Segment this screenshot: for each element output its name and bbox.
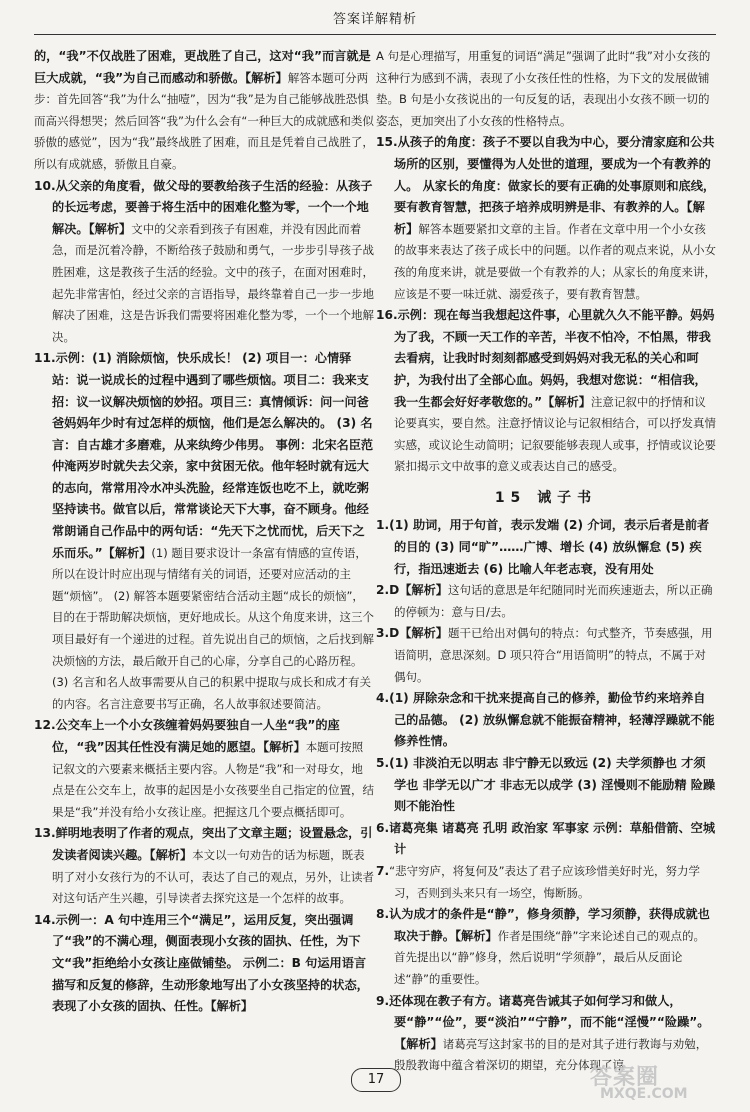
analysis-label: 【解析】 (399, 626, 448, 641)
question-number: 8. (376, 907, 390, 922)
analysis-text: “悲守穷庐，将复何及”表达了君子应该珍惜美好时光，努力学习，否则到头来只有一场空，悔断肠。 (389, 863, 701, 900)
analysis-text: 诸葛亮写这封家书的目的是对其子进行教诲与劝勉，殷殷教诲中蕴含着深切的期望，充分体现了谆 (394, 1036, 708, 1073)
answer-text: 还体现在教子有方。诸葛亮告诫其子如何学习和做人，要“静”“俭”，要“淡泊”“宁静”，而不能“淫慢”“险躁”。 (389, 993, 710, 1030)
answer-item (376, 688, 716, 753)
analysis-label: 【解析】 (149, 847, 193, 862)
analysis-text: 题干已给出对偶句的特点：句式整齐，节奏感强，用语简明，意思深刻。D 项只符合“用语简明”的特点，不属于对偶句。 (394, 626, 713, 684)
answer-text: 的，“我”不仅战胜了困难，更战胜了自己，这对“我”而言就是巨大成就，“我”为自己而感动和骄傲。 (34, 49, 371, 85)
answer-item (34, 46, 374, 176)
answer-item (34, 176, 374, 349)
left-column (34, 46, 374, 1018)
analysis-text: 注意记叙中的抒情和议论要真实，要自然。注意抒情议论与记叙相结合，可以抒发真情实感，或议论生动简明；记叙要能够表现人或事，抒情或议论要紧扣揭示文中故事的意义或表达自己的感受。 (394, 394, 716, 474)
analysis-label: 【解析】 (394, 1036, 443, 1051)
answer-item (376, 904, 716, 990)
answer-text: 鲜明地表明了作者的观点，突出了文章主题；设置悬念，引发读者阅读兴趣。 (52, 826, 373, 862)
analysis-label: 【解析】 (263, 740, 306, 754)
answer-text: 示例：现在每当我想起这件事，心里就久久不能平静。妈妈为了我，不顾一天工作的辛苦，半夜不怕冷，不怕黑，带我去看病，让我时时刻刻都感受到妈妈对我无私的关心和呵护，为我付出了全部心血。妈妈，我想对您说：“相信我，我一生都会好好孝敬您的。” (394, 308, 715, 409)
analysis-text: 本文以一句劝告的话为标题，既表明了对小女孩行为的不认可，表达了自己的观点，另外，让读者对这句话产生兴趣，引导读者去探究这是一个怎样的故事。 (52, 847, 374, 906)
question-number: 15. (376, 135, 398, 150)
answer-item (34, 715, 374, 823)
answer-text: 诸葛亮集 诸葛亮 孔明 政治家 军事家 示例：草船借箭、空城计 (389, 820, 716, 857)
question-number: 2. (376, 583, 390, 598)
question-number: 12. (34, 718, 56, 733)
analysis-label: 【解析】 (88, 221, 132, 236)
question-number: 9. (376, 993, 390, 1008)
analysis-text: 解答本题要紧扣文章的主旨。作者在文章中用一个小女孩的故事来表达了孩子成长中的问题。以作者的观点来说，从小女孩的角度来讲，就是要做一个有教养的人；从家长的角度来讲，应该是不要一味迁就、溺爱孩子，要有教育智慧。 (394, 221, 716, 301)
answer-item (376, 753, 716, 818)
answer-text: 从父亲的角度看，做父母的要教给孩子生活的经验：从孩子的长远考虑，要善于将生活中的困难化整为零，一个一个地解决。 (52, 178, 373, 236)
analysis-label: 【解析】 (454, 928, 498, 943)
answer-text: 公交车上一个小女孩缠着妈妈要独自一人坐“我”的座位，“我”因其任性没有满足她的愿望。 (52, 718, 340, 754)
analysis-label: 【解析】 (210, 999, 254, 1014)
page-number: 17 (351, 1068, 401, 1092)
watermark-logo: 答案圈 (590, 1065, 660, 1090)
answer-item (376, 818, 716, 861)
question-number: 16. (376, 308, 398, 323)
question-number: 6. (376, 820, 390, 835)
question-number: 4. (376, 691, 390, 706)
question-number: 3. (376, 626, 390, 641)
answer-item (34, 910, 374, 1018)
answer-text: D (389, 626, 400, 641)
answer-text: 示例：(1) 消除烦恼，快乐成长！ (2) 项目一：心情驿站：说一说成长的过程中遇到了哪些烦恼。项目二：我来支招：议一议解决烦恼的妙招。项目三：真情倾诉：问一问爸爸妈妈年少时有过怎样的烦恼，他们是怎么解决的。 (3) 名言：自古雄才多磨难，从来纨绔少伟男。 事例：北宋名臣范仲淹两岁时就失去父亲，家中贫困无依。他年轻时就有远大的志向，常常用冷水冲头洗脸，经常连饭也吃不上，就吃粥坚持读书。做官以后，常常谈论天下大事，奋不顾身。他经常朗诵自己作品中的两句话：“先天下之忧而忧，后天下之乐而乐。” (52, 351, 374, 560)
section-title: 15 诫子书 (494, 489, 598, 506)
analysis-text: 作者是围绕“静”字来论述自己的观点的。首先提出以“静”修身，然后说明“学须静”，最后从反面论述“静”的重要性。 (394, 928, 706, 986)
answer-text: D (389, 583, 400, 598)
answer-text: (1) 非淡泊无以明志 非宁静无以致远 (2) 夫学须静也 才须学也 非学无以广才 非志无以成学 (3) 淫慢则不能励精 险躁则不能治性 (389, 756, 716, 814)
analysis-text: A 句是心理描写，用重复的词语“满足”强调了此时“我”对小女孩的这种行为感到不满，表现了小女孩任性的性格，为下文的发展做铺垫。B 句是小女孩说出的一句反复的话，表现出小女孩不顾一切的姿态，更加突出了小女孩的性格特点。 (376, 49, 711, 128)
answer-text: 认为成才的条件是“静”，修身须静，学习须静，获得成就也取决于静。 (389, 907, 710, 943)
analysis-label: 【解析】 (102, 545, 152, 560)
analysis-label: 【解析】 (399, 583, 448, 598)
analysis-label: 【解析】 (245, 70, 288, 85)
page-header: 答案详解精析 (332, 12, 417, 27)
answer-text: (1) 屏除杂念和干扰来提高自己的修养，勤俭节约来培养自己的品德。 (2) 放纵懈怠就不能振奋精神，轻薄浮躁就不能修养性情。 (389, 691, 715, 749)
analysis-label: 【解析】 (542, 394, 591, 409)
answer-item (376, 991, 716, 1077)
analysis-text: (1) 题目要求设计一条富有情感的宣传语，所以在设计时应出现与情绪有关的词语，还要对应活动的主题“烦恼”。 (2) 解答本题要紧密结合活动主题“成长的烦恼”，目的在于帮助解决烦恼，更好地成长。从这个角度来讲，这三个项目最好有一个递进的过程。首先说出自己的烦恼，之后找到解决烦恼的方法，最后敞开自己的心扉，分享自己的心路历程。 (3) 名言和名人故事需要从自己的积累中提取与成长和成才有关的内容。名言注意要书写正确，名人故事叙述要简洁。 (52, 545, 374, 711)
analysis-text: 这句话的意思是年纪随同时光而疾速逝去，所以正确的停顿为：意与日/去。 (394, 583, 713, 619)
header-rule (34, 34, 716, 35)
analysis-text: 解答本题可分两步：首先回答“我”为什么“抽噎”，因为“我”是为自己能够战胜恐惧而高兴得想哭；然后回答“我”为什么会有“一种巨大的成就感和类似骄傲的感觉”，因为“我”最终战胜了困难，而且是凭着自己战胜了，所以有成就感，骄傲且自豪。 (34, 70, 374, 171)
answer-item (376, 46, 716, 132)
question-number: 7. (376, 863, 390, 878)
question-number: 11. (34, 351, 56, 366)
answer-text: (1) 助词，用于句首，表示发端 (2) 介词，表示后者是前者的目的 (3) 同“旷”……广博、增长 (4) 放纵懈怠 (5) 疾行，指迅速逝去 (6) 比喻人年老志衰，没有用处 (389, 518, 710, 576)
answer-text: 示例一：A 句中连用三个“满足”，运用反复，突出强调了“我”的不满心理，侧面表现小女孩的固执、任性，为下文“我”拒绝给小女孩让座做铺垫。 示例二：B 句运用语言描写和反复的修辞，生动形象地写出了小女孩坚持的状态，表现了小女孩的固执、任性。 (52, 912, 369, 1014)
answer-item (34, 823, 374, 909)
answer-item (34, 348, 374, 715)
watermark-url: MXQE.COM (600, 1086, 688, 1102)
answer-item (376, 305, 716, 478)
answer-item (376, 861, 716, 904)
answer-text: 从孩子的角度：孩子不要以自我为中心，要分清家庭和公共场所的区别，要懂得为人处世的道理，要成为一个有教养的人。 从家长的角度：做家长的要有正确的处事原则和底线，要有教育智慧，把孩子培养成明辨是非、有教养的人。 (394, 135, 716, 215)
right-column (376, 46, 716, 1077)
analysis-text: 文中的父亲看到孩子有困难，并没有因此而着急，而是沉着冷静，不断给孩子鼓励和勇气，一步步引导孩子战胜困难，这是教孩子生活的经验。文中的孩子，在面对困难时，起先非常害怕，经过父亲的言语指导，最终靠着自己一步一步地解决了困难，这是告诉我们需要将困难化整为零，一个一个地解决。 (52, 221, 374, 344)
answer-item (376, 580, 716, 623)
answer-item (376, 132, 716, 305)
question-number: 13. (34, 826, 56, 841)
question-number: 10. (34, 178, 56, 193)
question-number: 1. (376, 518, 390, 533)
analysis-label: 【解析】 (394, 200, 705, 236)
question-number: 5. (376, 756, 390, 770)
analysis-text: 本题可按照记叙文的六要素来概括主要内容。人物是“我”和一对母女，地点是在公交车上，故事的起因是小女孩要坐自己指定的位置，结果是“我”并没有给小女孩让座。把握这几个要点概括即可。 (52, 740, 374, 819)
answer-item (376, 623, 716, 688)
answer-item (376, 515, 716, 580)
question-number: 14. (34, 912, 56, 927)
